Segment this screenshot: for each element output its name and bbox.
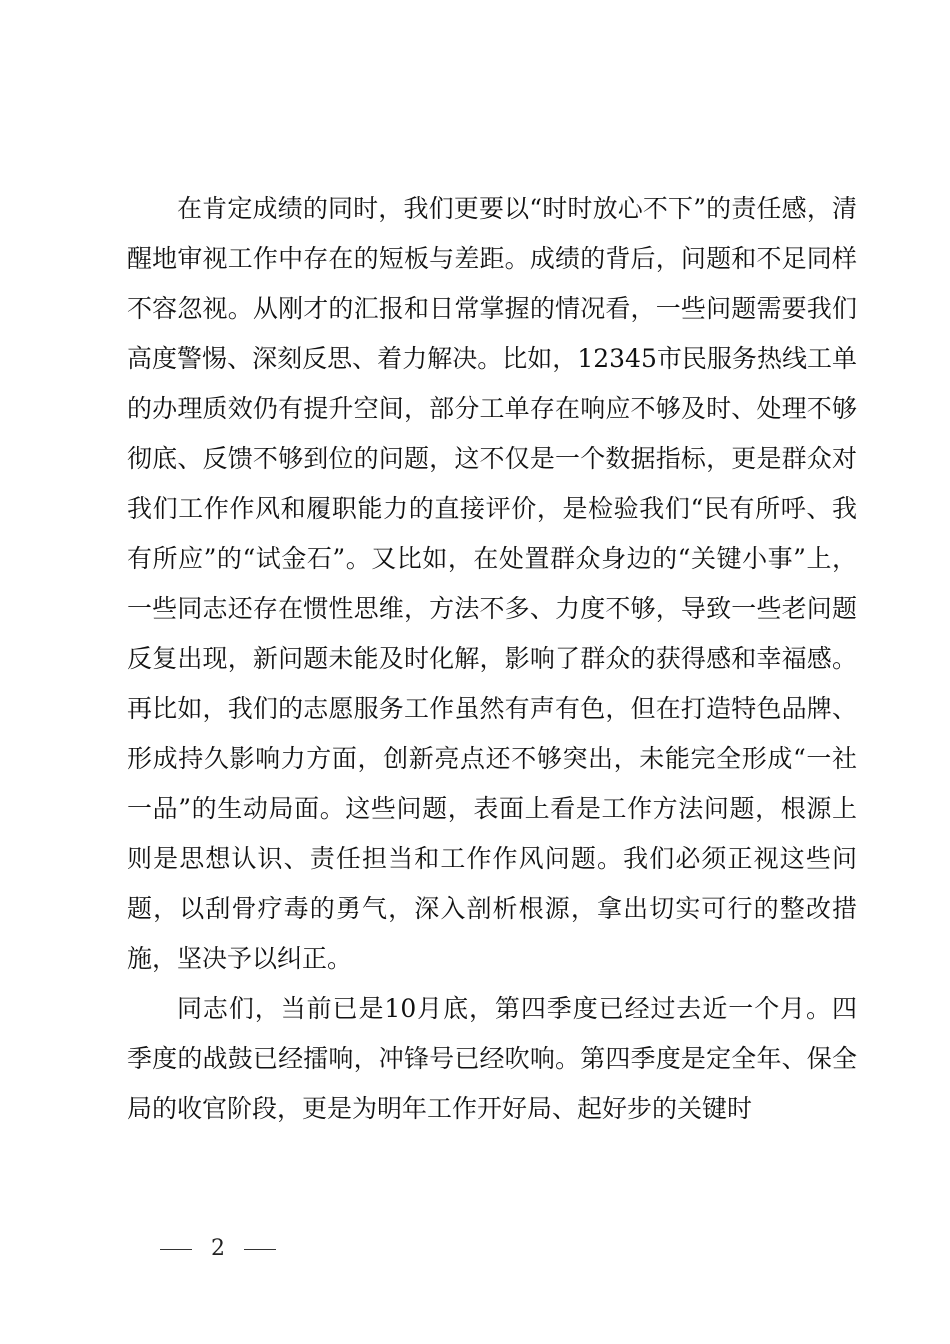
footer-dash-right	[244, 1249, 276, 1250]
paragraph-2: 同志们，当前已是10月底，第四季度已经过去近一个月。四季度的战鼓已经擂响，冲锋号已经吹响。第四季度是定全年、保全局的收官阶段，更是为明年工作开好局、起好步的关键时	[127, 994, 857, 1123]
page-footer	[160, 1236, 276, 1261]
footer-dash-left	[160, 1249, 192, 1250]
document-body	[127, 184, 857, 1134]
page-number: 2	[211, 1236, 225, 1261]
paragraph-1: 在肯定成绩的同时，我们更要以“时时放心不下”的责任感，清醒地审视工作中存在的短板与差距。成绩的背后，问题和不足同样不容忽视。从刚才的汇报和日常掌握的情况看，一些问题需要我们高度警惕、深刻反思、着力解决。比如，12345市民服务热线工单的办理质效仍有提升空间，部分工单存在响应不够及时、处理不够彻底、反馈不够到位的问题，这不仅是一个数据指标，更是群众对我们工作作风和履职能力的直接评价，是检验我们“民有所呼、我有所应”的“试金石”。又比如，在处置群众身边的“关键小事”上，一些同志还存在惯性思维，方法不多、力度不够，导致一些老问题反复出现，新问题未能及时化解，影响了群众的获得感和幸福感。再比如，我们的志愿服务工作虽然有声有色，但在打造特色品牌、形成持久影响力方面，创新亮点还不够突出，未能完全形成“一社一品”的生动局面。这些问题，表面上看是工作方法问题，根源上则是思想认识、责任担当和工作作风问题。我们必须正视这些问题，以刮骨疗毒的勇气，深入剖析根源，拿出切实可行的整改措施，坚决予以纠正。	[127, 194, 857, 973]
